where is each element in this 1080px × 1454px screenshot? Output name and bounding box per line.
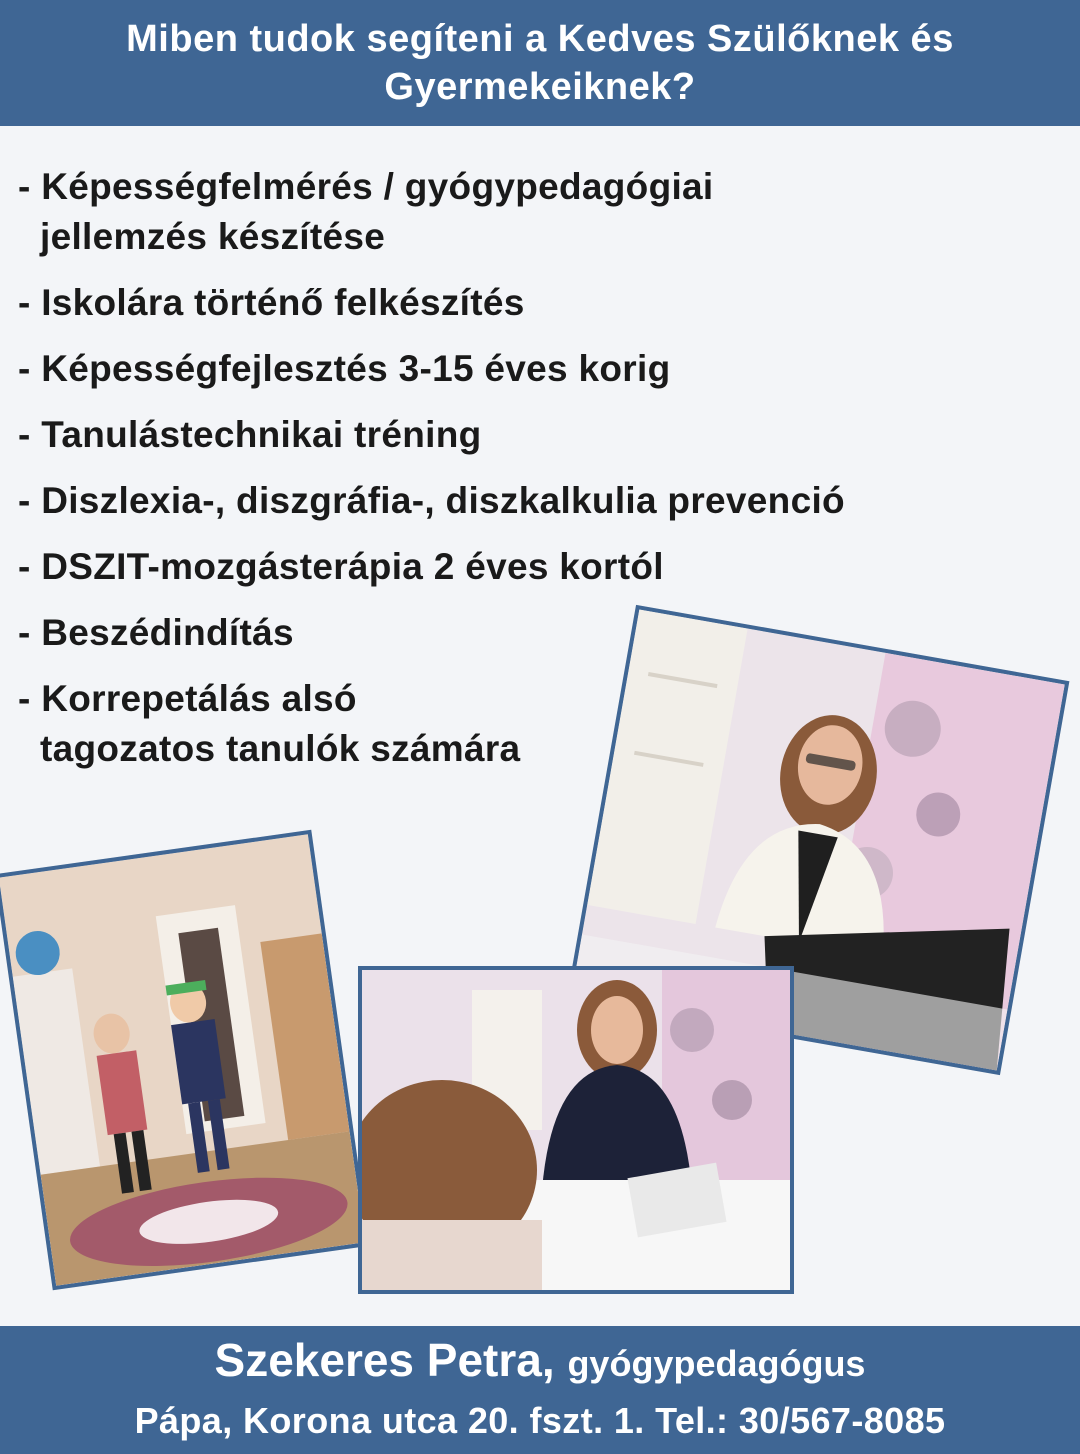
header-title-line2: Gyermekeiknek? xyxy=(384,66,696,108)
service-text: - Beszédindítás xyxy=(18,612,294,653)
service-text: - Iskolára történő felkészítés xyxy=(18,282,525,323)
therapist-with-child-photo xyxy=(358,966,794,1294)
contact-name: Szekeres Petra, xyxy=(214,1334,555,1386)
service-text-continued: jellemzés készítése xyxy=(40,216,386,257)
service-text: - Diszlexia-, diszgráfia-, diszkalkulia prevenció xyxy=(18,480,845,521)
service-text: - Képességfejlesztés 3-15 éves korig xyxy=(18,348,671,389)
contact-address: Pápa, Korona utca 20. fszt. 1. Tel.: 30/567-8085 xyxy=(134,1400,946,1441)
service-text: - Tanulástechnikai tréning xyxy=(18,414,482,455)
service-item xyxy=(18,162,845,262)
service-item xyxy=(18,410,845,460)
photo-illustration xyxy=(362,970,790,1290)
contact-name-line xyxy=(0,1330,1080,1394)
header-title-line1: Miben tudok segíteni a Kedves Szülőknek és xyxy=(126,18,954,60)
children-balancing-photo xyxy=(0,830,370,1290)
service-text: - Képességfelmérés / gyógypedagógiai xyxy=(18,166,714,207)
photo-illustration xyxy=(0,834,365,1285)
service-item xyxy=(18,344,845,394)
header-banner xyxy=(0,0,1080,126)
footer-banner xyxy=(0,1326,1080,1454)
service-text: - Korrepetálás alsó xyxy=(18,678,357,719)
service-item xyxy=(18,278,845,328)
service-item xyxy=(18,542,845,592)
service-text-continued: tagozatos tanulók számára xyxy=(40,728,521,769)
service-item xyxy=(18,476,845,526)
contact-role: gyógypedagógus xyxy=(567,1343,866,1384)
service-text: - DSZIT-mozgásterápia 2 éves kortól xyxy=(18,546,664,587)
